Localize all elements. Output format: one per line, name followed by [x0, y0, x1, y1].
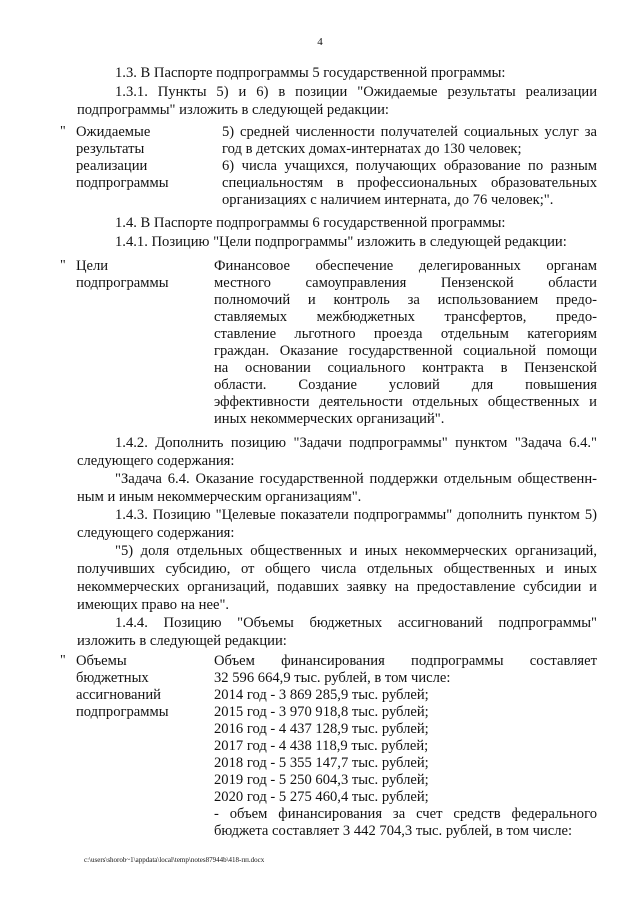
section-intro-line: 1.3.1. Пункты 5) и 6) в позиции "Ожидаемые результаты реализации: [115, 84, 597, 100]
row-label-line: подпрограммы: [76, 275, 169, 291]
section-heading-1-3: 1.3. В Паспорте подпрограммы 5 государственной программы:: [115, 65, 506, 81]
file-path-footer: c:\users\shorob~1\appdata\local\temp\notes87944b\418-пп.docx: [84, 856, 265, 864]
paragraph-line: 1.4.4. Позицию "Объемы бюджетных ассигнований подпрограммы": [115, 615, 597, 631]
row-text-line: граждан. Оказание государственной социальной помощи: [214, 343, 597, 359]
row-label-line: результаты: [76, 141, 145, 157]
budget-year-line: 2020 год - 5 275 460,4 тыс. рублей;: [214, 789, 429, 805]
paragraph-line: изложить в следующей редакции:: [77, 633, 287, 649]
row-label-line: Ожидаемые: [76, 124, 151, 140]
open-quote: ": [60, 258, 66, 273]
row-text-line: Финансовое обеспечение делегированных органам: [214, 258, 597, 274]
budget-year-line: 2015 год - 3 970 918,8 тыс. рублей;: [214, 704, 429, 720]
budget-year-line: 2019 год - 5 250 604,3 тыс. рублей;: [214, 772, 429, 788]
row-text-line: эффективности деятельности отдельных общественных и: [214, 394, 597, 410]
open-quote: ": [60, 653, 66, 668]
row-text-line: год в детских домах-интернатах до 130 человек;: [222, 141, 522, 157]
paragraph-line: "Задача 6.4. Оказание государственной поддержки отдельным общественн-: [115, 471, 597, 487]
budget-line: 32 596 664,9 тыс. рублей, в том числе:: [214, 670, 451, 686]
row-text-line: организациях с наличием интерната, до 76 человек;".: [222, 192, 554, 208]
paragraph-line: "5) доля отдельных общественных и иных некоммерческих организаций,: [115, 543, 597, 559]
row-text-line: ставление льготного проезда отдельным категориям: [214, 326, 597, 342]
row-label-line: реализации: [76, 158, 148, 174]
row-text-line: на основании социального контракта в Пензенской: [214, 360, 597, 376]
paragraph-line: 1.4.2. Дополнить позицию "Задачи подпрограммы" пунктом "Задача 6.4.": [115, 435, 597, 451]
budget-year-line: 2014 год - 3 869 285,9 тыс. рублей;: [214, 687, 429, 703]
budget-line: Объем финансирования подпрограммы составляет: [214, 653, 597, 669]
row-text-line: 6) числа учащихся, получающих образование по разным: [222, 158, 597, 174]
open-quote: ": [60, 124, 66, 139]
row-label-line: подпрограммы: [76, 704, 169, 720]
row-label-line: ассигнований: [76, 687, 161, 703]
paragraph-line: ным и иным некоммерческим организациям".: [77, 489, 362, 505]
row-text-line: полномочий и контроль за использованием предо-: [214, 292, 597, 308]
paragraph-line: имеющих право на нее".: [77, 597, 230, 613]
paragraph-line: 1.4.3. Позицию "Целевые показатели подпрограммы" дополнить пунктом 5): [115, 507, 597, 523]
section-heading-1-4: 1.4. В Паспорте подпрограммы 6 государственной программы:: [115, 215, 506, 231]
budget-year-line: 2018 год - 5 355 147,7 тыс. рублей;: [214, 755, 429, 771]
row-label-line: бюджетных: [76, 670, 149, 686]
budget-line: бюджета составляет 3 442 704,3 тыс. рублей, в том числе:: [214, 823, 573, 839]
section-intro-line: 1.4.1. Позицию "Цели подпрограммы" изложить в следующей редакции:: [115, 234, 567, 250]
row-label-line: Цели: [76, 258, 109, 274]
budget-line: - объем финансирования за счет средств федерального: [214, 806, 597, 822]
row-label-line: подпрограммы: [76, 175, 169, 191]
section-intro-line: подпрограммы" изложить в следующей редакции:: [77, 102, 389, 118]
row-text-line: специальностям в профессиональных образовательных: [222, 175, 597, 191]
row-text-line: области. Создание условий для повышения: [214, 377, 597, 393]
budget-year-line: 2017 год - 4 438 118,9 тыс. рублей;: [214, 738, 429, 754]
row-text-line: местного самоуправления Пензенской области: [214, 275, 597, 291]
row-text-line: ставляемых межбюджетных трансфертов, предо-: [214, 309, 597, 325]
paragraph-line: следующего содержания:: [77, 453, 235, 469]
paragraph-line: некоммерческих организаций, подавших заявку на предоставление субсидии и: [77, 579, 597, 595]
budget-year-line: 2016 год - 4 437 128,9 тыс. рублей;: [214, 721, 429, 737]
row-text-line: иных некоммерческих организаций".: [214, 411, 445, 427]
page-number: 4: [317, 36, 323, 48]
row-text-line: 5) средней численности получателей социальных услуг за: [222, 124, 597, 140]
paragraph-line: получивших субсидию, от общего числа отдельных общественных и иных: [77, 561, 597, 577]
paragraph-line: следующего содержания:: [77, 525, 235, 541]
row-label-line: Объемы: [76, 653, 127, 669]
